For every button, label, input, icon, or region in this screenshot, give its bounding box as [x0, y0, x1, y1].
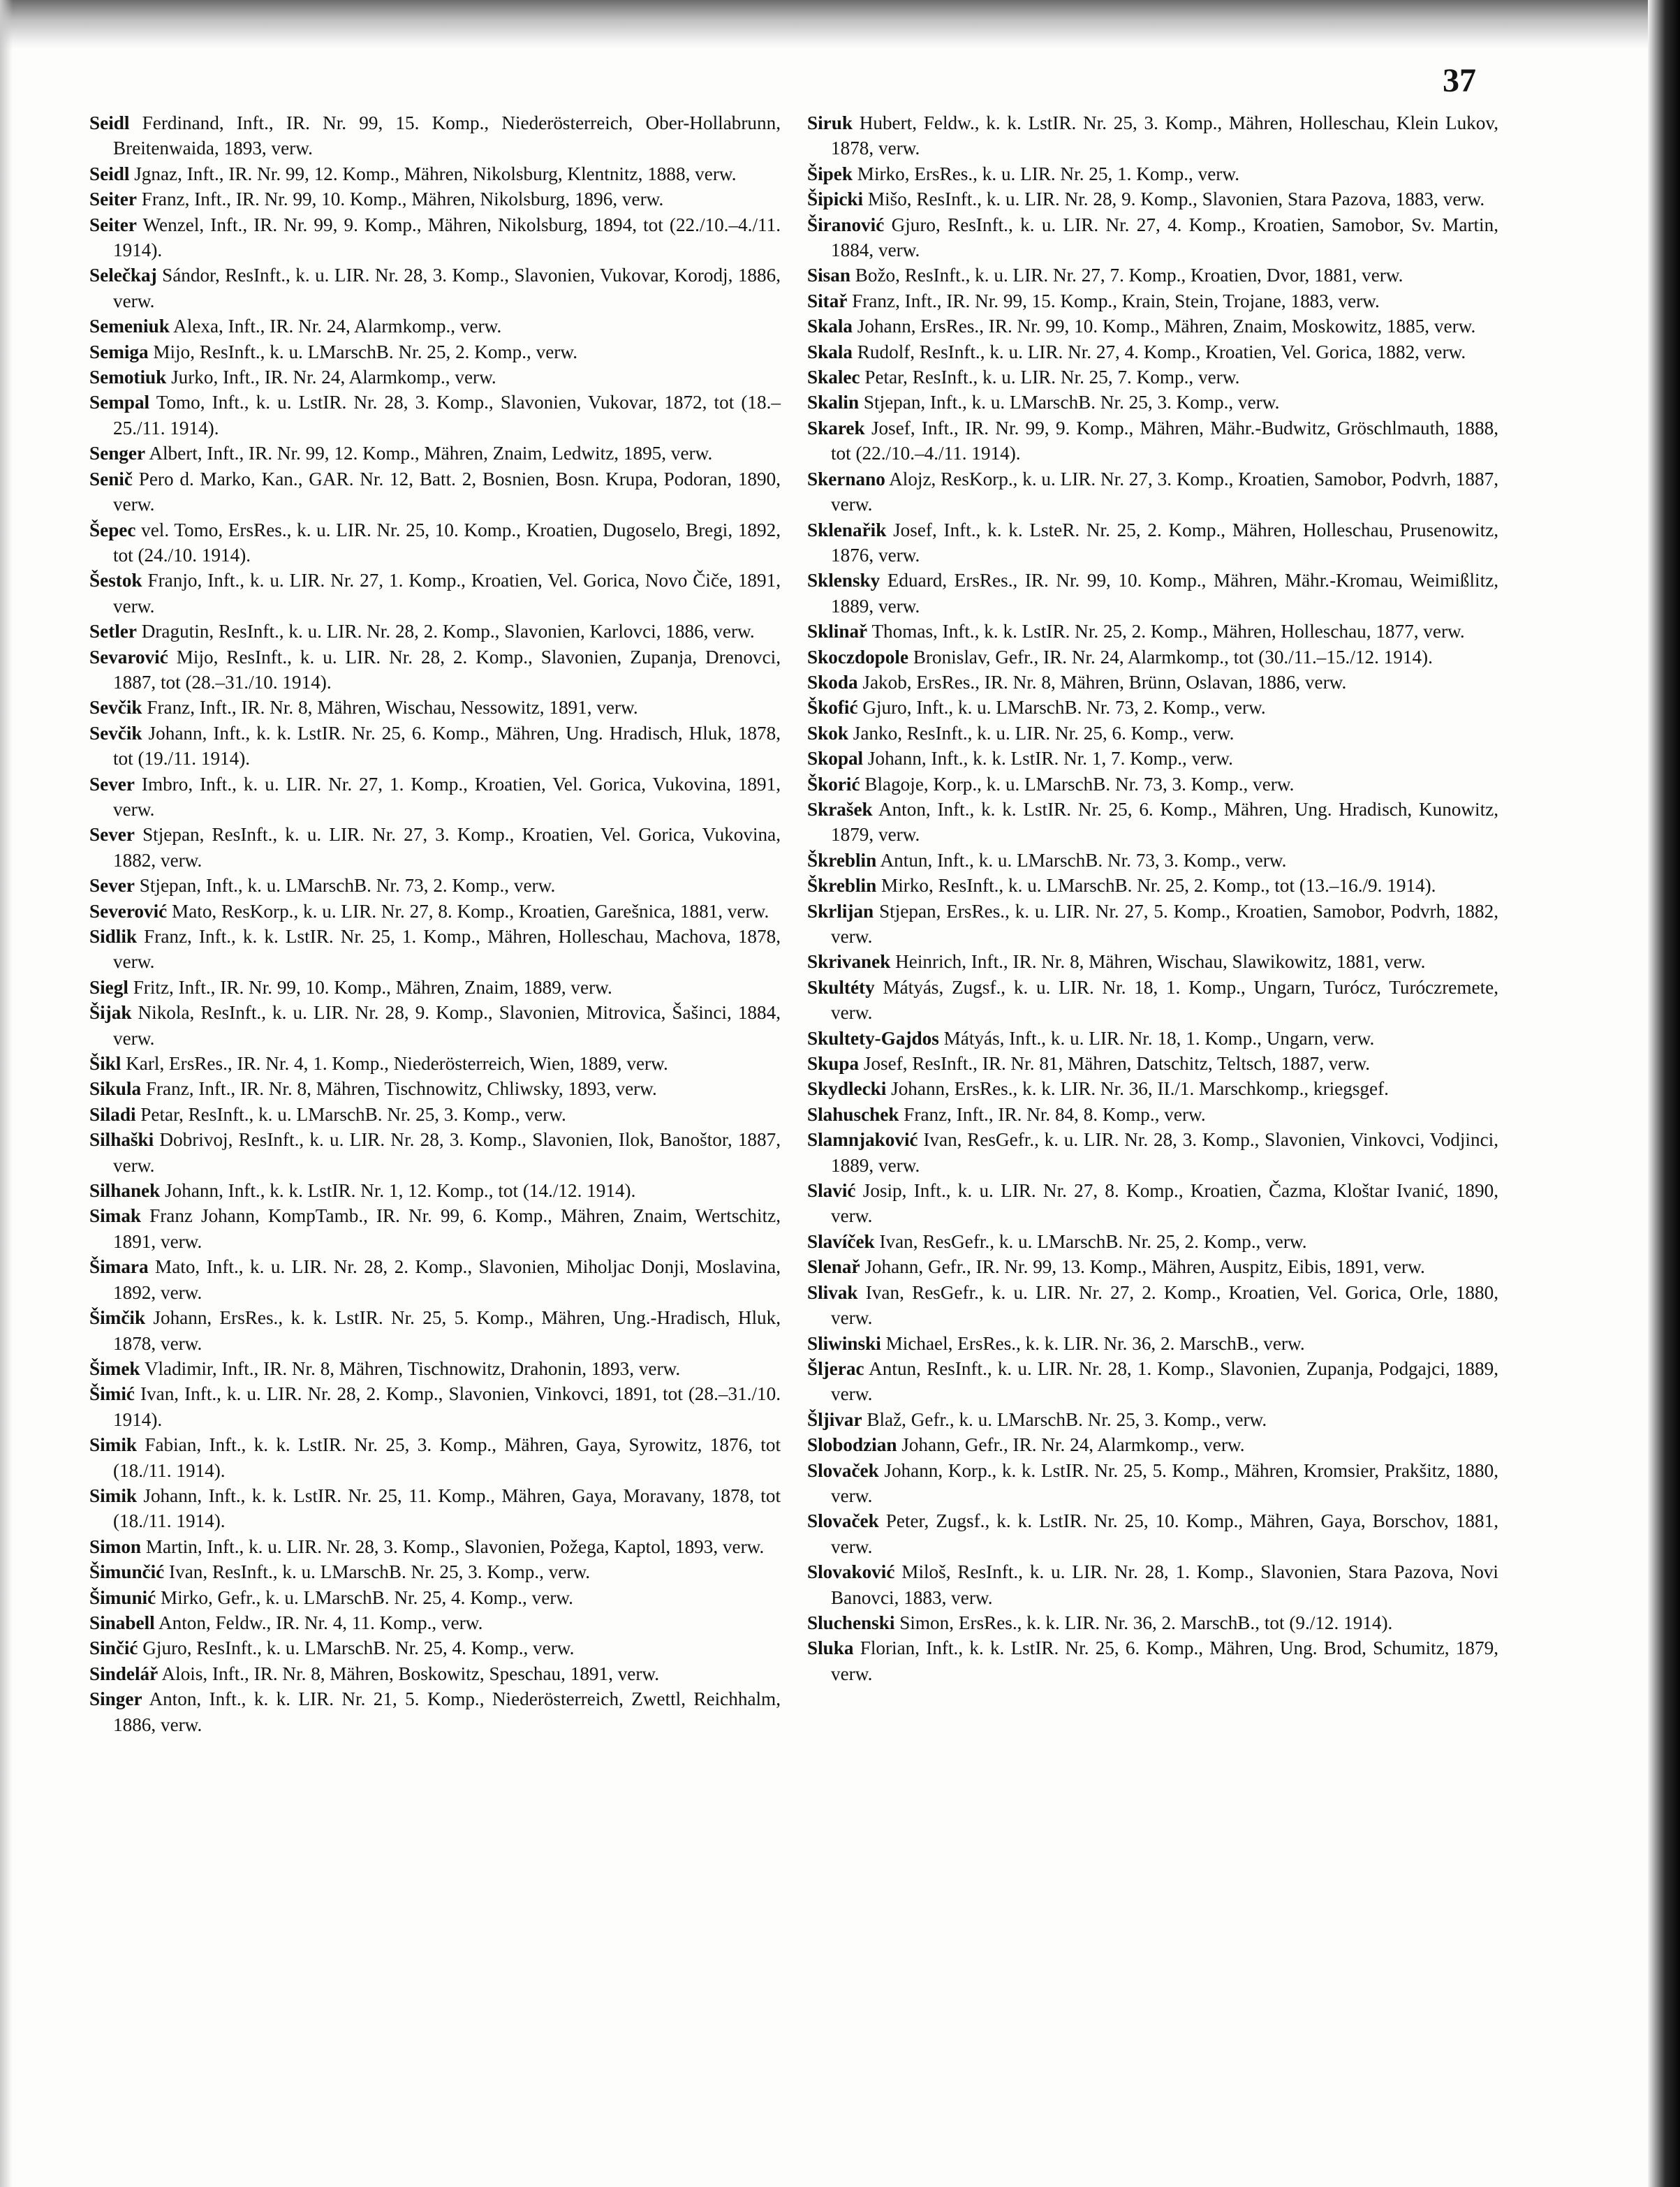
entry-details: Ivan, ResInft., k. u. LMarschB. Nr. 25, 3. Komp., verw. [169, 1561, 591, 1583]
entry-surname: Siruk [807, 112, 853, 133]
entry-surname: Šimčik [89, 1307, 146, 1329]
entry-surname: Skultety-Gajdos [807, 1027, 939, 1049]
entry-details: Heinrich, Inft., IR. Nr. 8, Mähren, Wischau, Slawikowitz, 1881, verw. [895, 951, 1426, 973]
entry-surname: Šestok [89, 570, 142, 591]
roll-entry [807, 619, 1498, 644]
roll-entry [89, 1178, 781, 1203]
roll-entry [89, 1051, 781, 1076]
entry-details: Hubert, Feldw., k. k. LstIR. Nr. 25, 3. Komp., Mähren, Holleschau, Klein Lukov, 1878, verw. [831, 112, 1498, 159]
entry-details: Božo, ResInft., k. u. LIR. Nr. 27, 7. Komp., Kroatien, Dvor, 1881, verw. [855, 265, 1403, 286]
entry-details: Johann, Gefr., IR. Nr. 24, Alarmkomp., verw. [901, 1434, 1245, 1456]
entry-details: Josef, Inft., k. k. LsteR. Nr. 25, 2. Komp., Mähren, Holleschau, Prusenowitz, 1876, verw. [831, 519, 1499, 566]
entry-details: Mirko, ErsRes., k. u. LIR. Nr. 25, 1. Komp., verw. [857, 163, 1240, 184]
entry-details: Alois, Inft., IR. Nr. 8, Mähren, Boskowitz, Speschau, 1891, verw. [161, 1663, 660, 1684]
entry-surname: Seidl [89, 112, 130, 133]
roll-entry [807, 1229, 1498, 1254]
roll-entry [807, 772, 1498, 797]
roll-entry [807, 568, 1498, 619]
entry-surname: Skala [807, 341, 853, 362]
entry-details: Janko, ResInft., k. u. LIR. Nr. 25, 6. Komp., verw. [853, 722, 1235, 744]
right-column [807, 110, 1498, 1686]
entry-details: Thomas, Inft., k. k. LstIR. Nr. 25, 2. Komp., Mähren, Holleschau, 1877, verw. [871, 621, 1465, 642]
roll-entry [89, 364, 781, 390]
entry-details: Rudolf, ResInft., k. u. LIR. Nr. 27, 4. Komp., Kroatien, Vel. Gorica, 1882, verw. [857, 341, 1466, 362]
entry-surname: Sevčik [89, 722, 142, 744]
entry-details: Mátyás, Zugsf., k. u. LIR. Nr. 18, 1. Komp., Ungarn, Turócz, Turóczremete, verw. [831, 976, 1499, 1024]
entry-details: Johann, ErsRes., k. k. LstIR. Nr. 25, 5. Komp., Mähren, Ung.-Hradisch, Hluk, 1878, verw. [113, 1307, 781, 1354]
entry-details: Mato, Inft., k. u. LIR. Nr. 28, 2. Komp., Slavonien, Miholjac Donji, Moslavina, 1892, verw. [113, 1256, 781, 1303]
roll-entry [89, 1381, 781, 1432]
entry-details: Mirko, ResInft., k. u. LMarschB. Nr. 25, 2. Komp., tot (13.–16./9. 1914). [881, 875, 1436, 897]
entry-details: Albert, Inft., IR. Nr. 99, 12. Komp., Mähren, Znaim, Ledwitz, 1895, verw. [149, 443, 713, 464]
entry-surname: Skok [807, 722, 848, 744]
entry-surname: Šipek [807, 163, 853, 184]
entry-surname: Slovaković [807, 1561, 895, 1583]
entry-details: Franz, Inft., k. k. LstIR. Nr. 25, 1. Komp., Mähren, Holleschau, Machova, 1878, verw. [113, 926, 781, 973]
entry-surname: Simik [89, 1485, 137, 1506]
entry-surname: Skalin [807, 392, 860, 413]
entry-surname: Širanović [807, 214, 885, 235]
entry-details: Antun, ResInft., k. u. LIR. Nr. 28, 1. Komp., Slavonien, Zupanja, Podgajci, 1889, verw. [831, 1357, 1498, 1405]
entry-details: Ivan, ResGefr., k. u. LIR. Nr. 28, 3. Komp., Slavonien, Vinkovci, Vodjinci, 1889, verw. [831, 1129, 1498, 1176]
entry-details: Anton, Inft., k. k. LIR. Nr. 21, 5. Komp., Niederösterreich, Zwettl, Reichhalm, 1886, verw. [113, 1688, 781, 1735]
entry-details: Stjepan, ErsRes., k. u. LIR. Nr. 27, 5. Komp., Kroatien, Samobor, Podvrh, 1882, verw. [831, 900, 1498, 947]
entry-surname: Skoczdopole [807, 646, 909, 668]
entry-details: Mato, ResKorp., k. u. LIR. Nr. 27, 8. Komp., Kroatien, Garešnica, 1881, verw. [172, 900, 769, 922]
entry-details: Mátyás, Inft., k. u. LIR. Nr. 18, 1. Komp., Ungarn, verw. [943, 1027, 1375, 1049]
entry-surname: Sliwinski [807, 1332, 881, 1354]
roll-entry [89, 110, 781, 161]
left-column [89, 110, 781, 1737]
entry-surname: Sikula [89, 1078, 142, 1100]
entry-details: Peter, Zugsf., k. k. LstIR. Nr. 25, 10. Komp., Mähren, Gaya, Borschov, 1881, verw. [831, 1510, 1499, 1557]
entry-details: Jgnaz, Inft., IR. Nr. 99, 12. Komp., Mähren, Nikolsburg, Klentnitz, 1888, verw. [134, 163, 737, 184]
entry-details: Ivan, ResGefr., k. u. LMarschB. Nr. 25, 2. Komp., verw. [879, 1230, 1307, 1252]
roll-entry [89, 517, 781, 568]
roll-entry [807, 721, 1498, 746]
roll-entry [89, 186, 781, 212]
entry-surname: Sever [89, 773, 135, 795]
page-number: 37 [1443, 62, 1476, 99]
entry-surname: Simik [89, 1434, 137, 1456]
entry-surname: Semiga [89, 341, 149, 362]
roll-entry [807, 899, 1498, 950]
entry-details: Franz, Inft., IR. Nr. 8, Mähren, Tischnowitz, Chliwsky, 1893, verw. [145, 1078, 657, 1100]
roll-entry [89, 1203, 781, 1254]
roll-entry [807, 263, 1498, 288]
roll-entry [89, 263, 781, 314]
entry-details: Fritz, Inft., IR. Nr. 99, 10. Komp., Mähren, Znaim, 1889, verw. [133, 976, 612, 998]
entry-details: Ivan, ResGefr., k. u. LIR. Nr. 27, 2. Komp., Kroatien, Vel. Gorica, Orle, 1880, verw. [831, 1281, 1499, 1329]
entry-details: vel. Tomo, ErsRes., k. u. LIR. Nr. 25, 10. Komp., Kroatien, Dugoselo, Bregi, 1892, tot (24./10. 1914). [113, 519, 781, 566]
roll-entry [89, 1585, 781, 1610]
roll-entry [807, 466, 1498, 517]
entry-surname: Sklensky [807, 570, 880, 591]
entry-details: Mijo, ResInft., k. u. LMarschB. Nr. 25, 2. Komp., verw. [153, 341, 578, 362]
roll-entry [807, 1356, 1498, 1407]
roll-entry [807, 1432, 1498, 1457]
roll-entry [89, 1635, 781, 1660]
entry-surname: Sluchenski [807, 1612, 895, 1633]
roll-entry [89, 619, 781, 644]
entry-details: Mijo, ResInft., k. u. LIR. Nr. 28, 2. Komp., Slavonien, Zupanja, Drenovci, 1887, tot (28.–31./10. 1914). [113, 646, 781, 693]
entry-surname: Skalec [807, 367, 860, 388]
roll-entry [807, 1076, 1498, 1101]
roll-entry [89, 161, 781, 186]
entry-details: Franz, Inft., IR. Nr. 99, 10. Komp., Mähren, Nikolsburg, 1896, verw. [141, 189, 664, 210]
entry-details: Nikola, ResInft., k. u. LIR. Nr. 28, 9. Komp., Slavonien, Mitrovica, Šašinci, 1884, verw. [113, 1002, 781, 1049]
roll-entry [807, 1610, 1498, 1635]
roll-entry [89, 1610, 781, 1635]
entry-details: Blaž, Gefr., k. u. LMarschB. Nr. 25, 3. Komp., verw. [867, 1408, 1267, 1430]
roll-entry [807, 645, 1498, 670]
roll-entry [807, 517, 1498, 568]
roll-entry [89, 1483, 781, 1534]
entry-surname: Sevčik [89, 697, 142, 719]
entry-details: Blagoje, Korp., k. u. LMarschB. Nr. 73, 3. Komp., verw. [864, 773, 1295, 795]
entry-surname: Slavić [807, 1180, 856, 1202]
entry-surname: Seiter [89, 189, 137, 210]
entry-details: Josip, Inft., k. u. LIR. Nr. 27, 8. Komp., Kroatien, Čazma, Kloštar Ivanić, 1890, verw. [831, 1180, 1499, 1227]
entry-surname: Sinabell [89, 1612, 155, 1633]
roll-entry [807, 1026, 1498, 1051]
roll-entry [807, 1102, 1498, 1127]
roll-entry [807, 848, 1498, 873]
entry-details: Dobrivoj, ResInft., k. u. LIR. Nr. 28, 3. Komp., Slavonien, Ilok, Banoštor, 1887, verw. [113, 1129, 781, 1176]
roll-entry [89, 1102, 781, 1127]
roll-entry [807, 1635, 1498, 1686]
entry-surname: Semotiuk [89, 367, 167, 388]
entry-surname: Seiter [89, 214, 137, 235]
roll-entry [807, 1178, 1498, 1229]
entry-surname: Slovaček [807, 1459, 879, 1481]
entry-details: Johann, Gefr., IR. Nr. 99, 13. Komp., Mähren, Auspitz, Eibis, 1891, verw. [864, 1256, 1425, 1278]
roll-entry [89, 924, 781, 975]
entry-surname: Šipicki [807, 189, 864, 210]
roll-entry [807, 288, 1498, 314]
entry-surname: Skarek [807, 417, 865, 439]
entry-surname: Slovaček [807, 1510, 879, 1532]
entry-surname: Škofić [807, 697, 858, 719]
entry-details: Imbro, Inft., k. u. LIR. Nr. 27, 1. Komp., Kroatien, Vel. Gorica, Vukovina, 1891, verw. [113, 773, 781, 820]
entry-details: Franz Johann, KompTamb., IR. Nr. 99, 6. Komp., Mähren, Znaim, Wertschitz, 1891, verw. [113, 1205, 781, 1252]
roll-entry [89, 1661, 781, 1686]
scan-right-shadow [1648, 0, 1680, 2187]
entry-details: Johann, Inft., k. k. LstIR. Nr. 1, 7. Komp., verw. [867, 748, 1233, 770]
entry-details: Stjepan, ResInft., k. u. LIR. Nr. 27, 3. Komp., Kroatien, Vel. Gorica, Vukovina, 1882, verw. [113, 824, 781, 871]
roll-entry [807, 1127, 1498, 1178]
roll-entry [89, 873, 781, 898]
roll-entry [89, 1534, 781, 1559]
entry-surname: Severović [89, 900, 168, 922]
entry-details: Mirko, Gefr., k. u. LMarschB. Nr. 25, 4. Komp., verw. [160, 1586, 573, 1608]
entry-details: Franz, Inft., IR. Nr. 84, 8. Komp., verw. [904, 1103, 1206, 1125]
roll-entry [807, 1508, 1498, 1559]
roll-entry [89, 772, 781, 823]
roll-entry [807, 975, 1498, 1026]
entry-surname: Škreblin [807, 875, 877, 897]
entry-details: Bronislav, Gefr., IR. Nr. 24, Alarmkomp., tot (30./11.–15./12. 1914). [913, 646, 1433, 668]
entry-surname: Siegl [89, 976, 128, 998]
entry-surname: Senič [89, 468, 133, 489]
entry-details: Gjuro, ResInft., k. u. LMarschB. Nr. 25, 4. Komp., verw. [142, 1637, 575, 1659]
entry-surname: Silhaški [89, 1129, 154, 1151]
entry-details: Eduard, ErsRes., IR. Nr. 99, 10. Komp., Mähren, Mähr.-Kromau, Weimißlitz, 1889, verw. [831, 570, 1499, 617]
entry-surname: Skoda [807, 671, 858, 693]
roll-entry [89, 1254, 781, 1305]
entry-surname: Šepec [89, 519, 136, 540]
roll-entry [89, 568, 781, 619]
entry-surname: Slavíček [807, 1230, 875, 1252]
entry-surname: Sever [89, 824, 135, 846]
roll-entry [89, 1000, 781, 1051]
entry-details: Sándor, ResInft., k. u. LIR. Nr. 28, 3. Komp., Slavonien, Vukovar, Korodj, 1886, verw. [113, 265, 781, 311]
entry-surname: Sisan [807, 265, 850, 286]
entry-surname: Sempal [89, 392, 150, 413]
roll-entry [89, 314, 781, 339]
entry-surname: Siladi [89, 1103, 136, 1125]
roll-entry [807, 364, 1498, 390]
entry-details: Jakob, ErsRes., IR. Nr. 8, Mähren, Brünn, Oslavan, 1886, verw. [862, 671, 1347, 693]
entry-surname: Skrlijan [807, 900, 874, 922]
roll-entry [89, 1076, 781, 1101]
roll-entry [89, 645, 781, 695]
entry-details: Tomo, Inft., k. u. LstIR. Nr. 28, 3. Komp., Slavonien, Vukovar, 1872, tot (18.–25./11. 1914). [113, 392, 781, 439]
entry-surname: Šimunčić [89, 1561, 165, 1583]
entry-details: Jurko, Inft., IR. Nr. 24, Alarmkomp., verw. [171, 367, 496, 388]
roll-entry [807, 314, 1498, 339]
entry-details: Petar, ResInft., k. u. LIR. Nr. 25, 7. Komp., verw. [864, 367, 1240, 388]
scan-left-shadow [0, 0, 13, 2187]
entry-details: Antun, Inft., k. u. LMarschB. Nr. 73, 3. Komp., verw. [880, 849, 1287, 871]
entry-surname: Singer [89, 1688, 142, 1710]
roll-entry [807, 186, 1498, 212]
roll-entry [807, 1051, 1498, 1076]
entry-surname: Slivak [807, 1281, 858, 1303]
entry-details: Gjuro, Inft., k. u. LMarschB. Nr. 73, 2. Komp., verw. [862, 697, 1266, 719]
roll-entry [89, 721, 781, 772]
roll-entry [807, 1280, 1498, 1331]
entry-details: Ivan, Inft., k. u. LIR. Nr. 28, 2. Komp., Slavonien, Vinkovci, 1891, tot (28.–31./10. 1914). [113, 1383, 781, 1430]
roll-entry [807, 797, 1498, 848]
roll-entry [89, 1686, 781, 1737]
entry-details: Alojz, ResKorp., k. u. LIR. Nr. 27, 3. Komp., Kroatien, Samobor, Podvrh, 1887, verw. [831, 468, 1498, 515]
entry-surname: Slobodzian [807, 1434, 897, 1456]
entry-details: Franz, Inft., IR. Nr. 8, Mähren, Wischau, Nessowitz, 1891, verw. [147, 697, 638, 719]
roll-entry [807, 339, 1498, 364]
roll-entry [89, 695, 781, 720]
entry-details: Franjo, Inft., k. u. LIR. Nr. 27, 1. Komp., Kroatien, Vel. Gorica, Novo Čiče, 1891, verw. [113, 570, 781, 617]
roll-entry [807, 212, 1498, 263]
entry-details: Ferdinand, Inft., IR. Nr. 99, 15. Komp., Niederösterreich, Ober-Hollabrunn, Breitenwaida, 1893, verw. [113, 112, 781, 159]
roll-entry [89, 1432, 781, 1483]
entry-surname: Sever [89, 875, 135, 897]
roll-entry [89, 339, 781, 364]
entry-surname: Slahuschek [807, 1103, 899, 1125]
entry-details: Johann, Korp., k. k. LstIR. Nr. 25, 5. Komp., Mähren, Kromsier, Prakšitz, 1880, verw. [831, 1459, 1499, 1506]
entry-surname: Šijak [89, 1002, 132, 1024]
entry-surname: Slamnjaković [807, 1129, 918, 1151]
entry-surname: Seidl [89, 163, 130, 184]
entry-surname: Sklinař [807, 621, 868, 642]
entry-surname: Šikl [89, 1053, 121, 1075]
roll-entry [807, 390, 1498, 415]
entry-details: Gjuro, ResInft., k. u. LIR. Nr. 27, 4. Komp., Kroatien, Samobor, Sv. Martin, 1884, verw. [831, 214, 1498, 261]
roll-entry [89, 1305, 781, 1356]
entry-surname: Setler [89, 621, 137, 642]
entry-details: Martin, Inft., k. u. LIR. Nr. 28, 3. Komp., Slavonien, Požega, Kaptol, 1893, verw. [145, 1536, 765, 1557]
entry-surname: Šljerac [807, 1357, 864, 1379]
entry-details: Stjepan, Inft., k. u. LMarschB. Nr. 25, 3. Komp., verw. [863, 392, 1280, 413]
entry-surname: Semeniuk [89, 316, 170, 337]
entry-details: Vladimir, Inft., IR. Nr. 8, Mähren, Tischnowitz, Drahonin, 1893, verw. [144, 1357, 681, 1379]
roll-entry [807, 873, 1498, 898]
entry-surname: Sevarović [89, 646, 168, 668]
entry-details: Anton, Feldw., IR. Nr. 4, 11. Komp., verw. [158, 1612, 483, 1633]
entry-surname: Šimunić [89, 1586, 156, 1608]
entry-details: Josef, ResInft., IR. Nr. 81, Mähren, Datschitz, Teltsch, 1887, verw. [863, 1053, 1371, 1075]
entry-surname: Sidlik [89, 926, 138, 947]
entry-surname: Skupa [807, 1053, 860, 1075]
entry-surname: Skopal [807, 748, 864, 770]
entry-details: Florian, Inft., k. k. LstIR. Nr. 25, 6. Komp., Mähren, Ung. Brod, Schumitz, 1879, verw. [831, 1637, 1498, 1684]
entry-surname: Skala [807, 316, 853, 337]
roll-entry [89, 1127, 781, 1178]
roll-entry [807, 1559, 1498, 1610]
entry-surname: Selečkaj [89, 265, 157, 286]
entry-surname: Sindelář [89, 1663, 159, 1684]
entry-details: Johann, Inft., k. k. LstIR. Nr. 25, 11. Komp., Mähren, Gaya, Moravany, 1878, tot (18./11. 1914). [113, 1485, 781, 1532]
roll-entry [807, 1407, 1498, 1432]
entry-details: Simon, ErsRes., k. k. LIR. Nr. 36, 2. MarschB., tot (9./12. 1914). [899, 1612, 1393, 1633]
roll-entry [89, 441, 781, 466]
entry-details: Fabian, Inft., k. k. LstIR. Nr. 25, 3. Komp., Mähren, Gaya, Syrowitz, 1876, tot (18./11. 1914). [113, 1434, 781, 1481]
entry-surname: Šljivar [807, 1408, 862, 1430]
entry-details: Stjepan, Inft., k. u. LMarschB. Nr. 73, 2. Komp., verw. [139, 875, 556, 897]
roll-entry [807, 1458, 1498, 1509]
entry-details: Mišo, ResInft., k. u. LIR. Nr. 28, 9. Komp., Slavonien, Stara Pazova, 1883, verw. [867, 189, 1485, 210]
entry-details: Johann, ErsRes., k. k. LIR. Nr. 36, II./1. Marschkomp., kriegsgef. [891, 1078, 1389, 1100]
roll-entry [807, 746, 1498, 771]
roll-entry [807, 670, 1498, 695]
roll-entry [807, 415, 1498, 466]
entry-surname: Sluka [807, 1637, 854, 1659]
entry-surname: Skultéty [807, 976, 875, 998]
roll-entry [807, 161, 1498, 186]
entry-details: Josef, Inft., IR. Nr. 99, 9. Komp., Mähren, Mähr.-Budwitz, Gröschlmauth, 1888, tot (22./10.–4./11. 1914). [831, 417, 1499, 464]
scan-top-shadow [0, 0, 1680, 49]
entry-details: Johann, ErsRes., IR. Nr. 99, 10. Komp., Mähren, Znaim, Moskowitz, 1885, verw. [857, 316, 1476, 337]
roll-entry [89, 975, 781, 1000]
entry-details: Franz, Inft., IR. Nr. 99, 15. Komp., Krain, Stein, Trojane, 1883, verw. [852, 290, 1380, 311]
entry-details: Karl, ErsRes., IR. Nr. 4, 1. Komp., Niederösterreich, Wien, 1889, verw. [126, 1053, 668, 1075]
roll-entry [807, 1331, 1498, 1356]
entry-surname: Skrašek [807, 798, 873, 820]
entry-details: Pero d. Marko, Kan., GAR. Nr. 12, Batt. 2, Bosnien, Bosn. Krupa, Podoran, 1890, verw. [113, 468, 781, 515]
roll-entry [89, 390, 781, 441]
entry-surname: Sinčić [89, 1637, 138, 1659]
entry-details: Anton, Inft., k. k. LstIR. Nr. 25, 6. Komp., Mähren, Ung. Hradisch, Kunowitz, 1879, verw. [831, 798, 1499, 846]
entry-surname: Slenař [807, 1256, 860, 1278]
entry-surname: Škreblin [807, 849, 877, 871]
roll-entry [807, 949, 1498, 974]
entry-details: Johann, Inft., k. k. LstIR. Nr. 1, 12. Komp., tot (14./12. 1914). [165, 1180, 636, 1202]
roll-entry [89, 466, 781, 517]
entry-surname: Šimara [89, 1256, 149, 1278]
roll-entry [807, 1254, 1498, 1279]
entry-details: Miloš, ResInft., k. u. LIR. Nr. 28, 1. Komp., Slavonien, Stara Pazova, Novi Banovci, 1883, verw. [831, 1561, 1498, 1608]
entry-surname: Skydlecki [807, 1078, 887, 1100]
entry-surname: Šimić [89, 1383, 135, 1405]
roll-entry [89, 1356, 781, 1381]
entry-surname: Sklenařik [807, 519, 887, 540]
entry-surname: Šimek [89, 1357, 140, 1379]
entry-details: Wenzel, Inft., IR. Nr. 99, 9. Komp., Mähren, Nikolsburg, 1894, tot (22./10.–4./11. 1914). [113, 214, 781, 261]
roll-entry [807, 695, 1498, 720]
entry-details: Johann, Inft., k. k. LstIR. Nr. 25, 6. Komp., Mähren, Ung. Hradisch, Hluk, 1878, tot (19./11. 1914). [113, 722, 781, 770]
entry-details: Michael, ErsRes., k. k. LIR. Nr. 36, 2. MarschB., verw. [885, 1332, 1305, 1354]
entry-surname: Simon [89, 1536, 142, 1557]
entry-details: Alexa, Inft., IR. Nr. 24, Alarmkomp., verw. [173, 316, 502, 337]
roll-entry [807, 110, 1498, 161]
roll-entry [89, 1559, 781, 1584]
roll-entry [89, 899, 781, 924]
entry-surname: Skrivanek [807, 951, 891, 973]
roll-entry [89, 822, 781, 873]
entry-details: Petar, ResInft., k. u. LMarschB. Nr. 25, 3. Komp., verw. [140, 1103, 566, 1125]
entry-surname: Silhanek [89, 1180, 161, 1202]
entry-surname: Senger [89, 443, 146, 464]
roll-entry [89, 212, 781, 263]
entry-surname: Škorić [807, 773, 860, 795]
entry-surname: Skernano [807, 468, 885, 489]
entry-details: Dragutin, ResInft., k. u. LIR. Nr. 28, 2. Komp., Slavonien, Karlovci, 1886, verw. [141, 621, 755, 642]
entry-surname: Sitař [807, 290, 848, 311]
entry-surname: Simak [89, 1205, 142, 1227]
